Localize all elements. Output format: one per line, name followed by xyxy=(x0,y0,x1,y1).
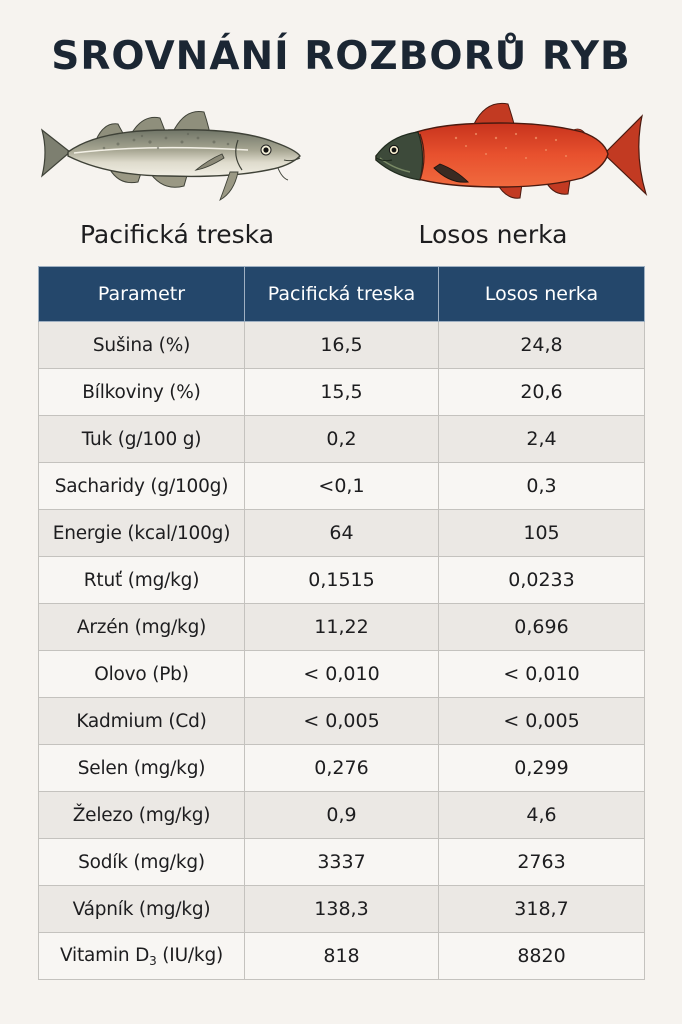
row-salmon-value: 0,0233 xyxy=(439,557,645,604)
vitamin-prefix: Vitamin D xyxy=(59,944,150,966)
row-salmon-value: 2,4 xyxy=(439,416,645,463)
comparison-table xyxy=(38,266,645,980)
row-parameter: Selen (mg/kg) xyxy=(39,745,245,792)
row-salmon-value: 8820 xyxy=(439,933,645,980)
vitamin-suffix: (IU/kg) xyxy=(156,944,224,966)
table-row xyxy=(39,369,645,416)
table-row xyxy=(39,886,645,933)
table-row xyxy=(39,839,645,886)
row-salmon-value: 0,299 xyxy=(439,745,645,792)
row-parameter: Bílkoviny (%) xyxy=(39,369,245,416)
salmon-label: Losos nerka xyxy=(418,220,568,249)
row-parameter: Rtuť (mg/kg) xyxy=(39,557,245,604)
row-parameter: Sušina (%) xyxy=(39,322,245,369)
table-row xyxy=(39,651,645,698)
table-row xyxy=(39,463,645,510)
row-cod-value: 818 xyxy=(245,933,439,980)
row-cod-value: 138,3 xyxy=(245,886,439,933)
row-parameter: Olovo (Pb) xyxy=(39,651,245,698)
header-salmon: Losos nerka xyxy=(439,267,645,322)
row-parameter: Energie (kcal/100g) xyxy=(39,510,245,557)
row-cod-value: 3337 xyxy=(245,839,439,886)
row-salmon-value: 0,696 xyxy=(439,604,645,651)
row-parameter: Vápník (mg/kg) xyxy=(39,886,245,933)
row-cod-value: < 0,005 xyxy=(245,698,439,745)
row-parameter: Železo (mg/kg) xyxy=(39,792,245,839)
cod-fish-illustration xyxy=(38,100,302,205)
row-parameter: Kadmium (Cd) xyxy=(39,698,245,745)
row-salmon-value: 2763 xyxy=(439,839,645,886)
table-header-row xyxy=(39,267,645,322)
table-row xyxy=(39,416,645,463)
row-cod-value: <0,1 xyxy=(245,463,439,510)
table-row xyxy=(39,322,645,369)
row-cod-value: 0,1515 xyxy=(245,557,439,604)
row-cod-value: 64 xyxy=(245,510,439,557)
table-row xyxy=(39,792,645,839)
row-cod-value: 0,9 xyxy=(245,792,439,839)
row-cod-value: 11,22 xyxy=(245,604,439,651)
row-salmon-value: < 0,010 xyxy=(439,651,645,698)
row-salmon-value: 24,8 xyxy=(439,322,645,369)
row-salmon-value: < 0,005 xyxy=(439,698,645,745)
table-row-vitamin-d3 xyxy=(39,933,645,980)
row-salmon-value: 318,7 xyxy=(439,886,645,933)
row-cod-value: 16,5 xyxy=(245,322,439,369)
table-row xyxy=(39,698,645,745)
cod-label: Pacifická treska xyxy=(79,220,275,249)
row-parameter: Arzén (mg/kg) xyxy=(39,604,245,651)
sockeye-salmon-illustration xyxy=(356,98,648,210)
row-salmon-value: 4,6 xyxy=(439,792,645,839)
row-cod-value: 0,276 xyxy=(245,745,439,792)
vitamin-subscript: 3 xyxy=(149,953,157,968)
row-parameter: Sacharidy (g/100g) xyxy=(39,463,245,510)
table-row xyxy=(39,604,645,651)
header-cod: Pacifická treska xyxy=(245,267,439,322)
row-parameter xyxy=(39,933,245,980)
row-parameter: Tuk (g/100 g) xyxy=(39,416,245,463)
table-row xyxy=(39,557,645,604)
header-parameter: Parametr xyxy=(39,267,245,322)
row-parameter: Sodík (mg/kg) xyxy=(39,839,245,886)
row-cod-value: < 0,010 xyxy=(245,651,439,698)
table-row xyxy=(39,510,645,557)
row-salmon-value: 20,6 xyxy=(439,369,645,416)
page-title: SROVNÁNÍ ROZBORŮ RYB xyxy=(51,34,631,79)
row-salmon-value: 0,3 xyxy=(439,463,645,510)
row-cod-value: 15,5 xyxy=(245,369,439,416)
row-cod-value: 0,2 xyxy=(245,416,439,463)
row-salmon-value: 105 xyxy=(439,510,645,557)
table-row xyxy=(39,745,645,792)
